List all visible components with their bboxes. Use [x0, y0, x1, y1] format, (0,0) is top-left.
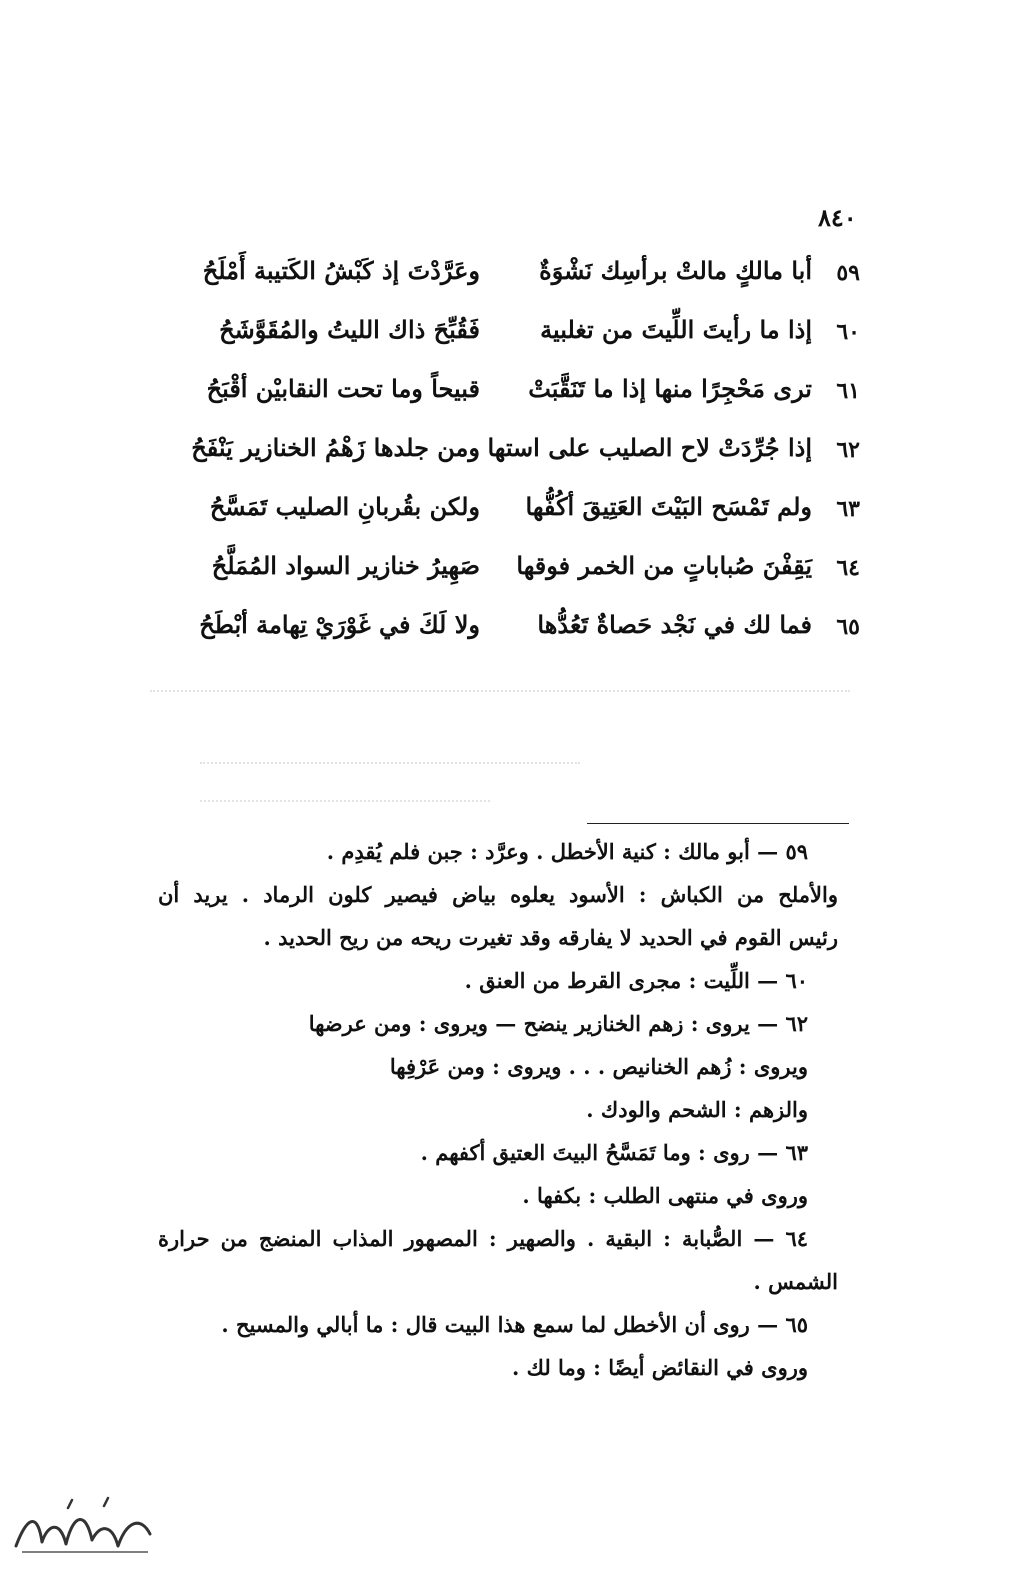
page-number: ٨٤٠ — [818, 203, 857, 232]
footnote-line: ويروى : زُهم الخنانيص . . . ويروى : ومن عَرْفِها — [389, 1054, 808, 1079]
verse-first-hemistich: إذا جُرِّدَتْ لاح الصليب على استها — [487, 433, 812, 462]
verse-second-hemistich: ولكن بقُربانِ الصليب تَمَسَّحُ — [209, 492, 480, 521]
verse-first-hemistich: فما لك في نَجْد حَصاةٌ تَعُدُّها — [537, 610, 812, 639]
verse-number: ٦٤ — [836, 555, 860, 581]
footnote-line: الشمس . — [753, 1269, 838, 1294]
footnotes — [158, 830, 838, 1389]
footnote-line: وروى في منتهى الطلب : بكفها . — [522, 1183, 808, 1208]
verse-number: ٦٢ — [836, 437, 860, 463]
bleed-through-trace — [200, 762, 580, 765]
verse-first-hemistich: ولم تَمْسَح البَيْتَ العَتِيقَ أكُفُّها — [525, 492, 812, 521]
verse-row — [150, 307, 860, 366]
verse-second-hemistich: وعَرَّدْتَ إذ كَبْشُ الكَتيبة أَمْلَحُ — [202, 256, 480, 285]
verse-number: ٦٣ — [836, 496, 860, 522]
verse-first-hemistich: إذا ما رأيتَ اللِّيتَ من تغلبية — [540, 315, 812, 344]
verse-first-hemistich: ترى مَحْجِرًا منها إذا ما تَنَقَّبَتْ — [528, 374, 812, 403]
verse-number: ٥٩ — [836, 260, 860, 286]
footnote-line: والأملح من الكباش : الأسود يعلوه بياض فيصير كلون الرماد . يريد أن — [158, 882, 838, 907]
verse-row — [150, 248, 860, 307]
footnote-line: وروى في النقائض أيضًا : وما لك . — [512, 1355, 808, 1380]
verse-row — [150, 425, 860, 484]
bleed-through-trace — [200, 800, 490, 803]
verse-first-hemistich: أبا مالكٍ مالتْ برأسِك نَشْوَةٌ — [539, 256, 812, 285]
footnote-line: ٥٩ — أبو مالك : كنية الأخطل . وعرَّد : جبن فلم يُقدِم . — [326, 839, 808, 864]
verse-number: ٦٥ — [836, 614, 860, 640]
footnote-line: ٦٥ — روى أن الأخطل لما سمع هذا البيت قال : ما أبالي والمسيح . — [221, 1312, 808, 1337]
footnote-line: ٦٢ — يروى : زهم الخنازير ينضح — ويروى : ومن عرضها — [308, 1011, 808, 1036]
verse-second-hemistich: صَهِيرُ خنازير السواد المُمَلَّحُ — [211, 551, 480, 580]
footnote-line: ٦٣ — روى : وما تَمَسَّحُ البيتَ العتيق أكفهم . — [420, 1140, 808, 1165]
verse-number: ٦١ — [836, 378, 860, 404]
verse-row — [150, 543, 860, 602]
verse-second-hemistich: ولا لَكَ في غَوْرَيْ تِهامة أبْطَحُ — [199, 610, 480, 639]
bleed-through-trace — [150, 690, 850, 693]
verse-row — [150, 602, 860, 661]
poem-verses — [150, 248, 860, 661]
library-seal-icon — [8, 1494, 158, 1564]
footnote-separator — [587, 823, 849, 824]
verse-second-hemistich: ومن جلدها زَهْمُ الخنازير يَنْفَحُ — [191, 433, 480, 462]
footnote-line: ٦٤ — الصُّبابة : البقية . والصهير : المصهور المذاب المنضج من حرارة — [158, 1226, 808, 1251]
verse-second-hemistich: فَقُبِّحَ ذاك الليتُ والمُقَوَّشَحُ — [219, 315, 480, 344]
verse-row — [150, 366, 860, 425]
footnote-line: ٦٠ — اللِّيت : مجرى القرط من العنق . — [464, 968, 808, 993]
footnote-line: رئيس القوم في الحديد لا يفارقه وقد تغيرت ريحه من ريح الحديد . — [263, 925, 838, 950]
verse-number: ٦٠ — [836, 319, 860, 345]
verse-second-hemistich: قبيحاً وما تحت النقابيْن أقْبَحُ — [206, 374, 480, 403]
verse-first-hemistich: يَقِفْنَ صُباباتٍ من الخمر فوقها — [516, 551, 812, 580]
footnote-line: والزهم : الشحم والودك . — [586, 1097, 808, 1122]
verse-row — [150, 484, 860, 543]
